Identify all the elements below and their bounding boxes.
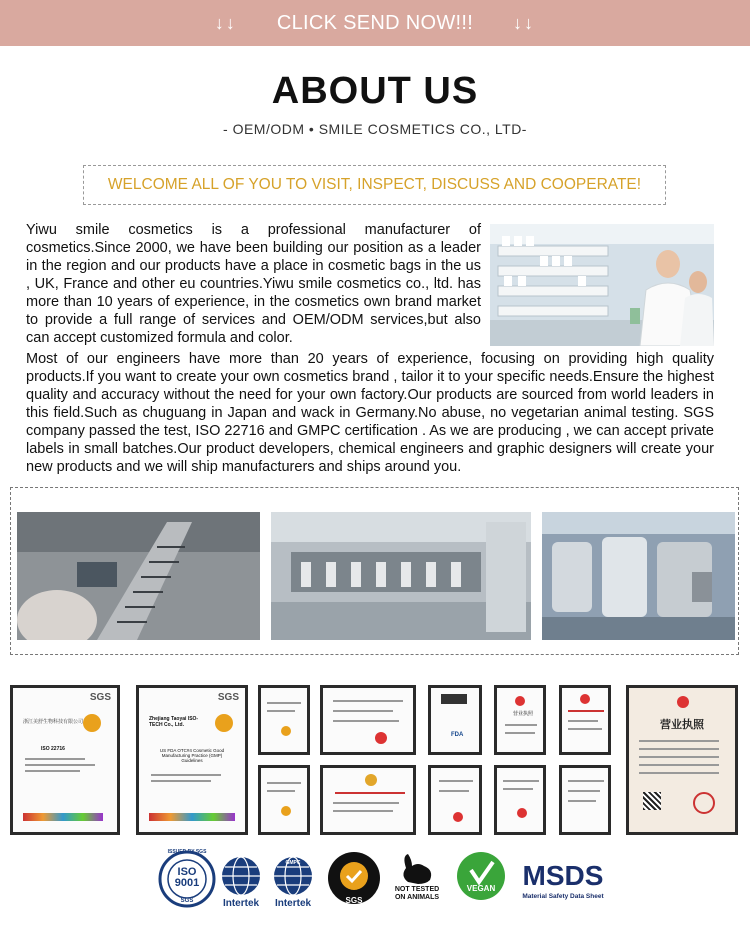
sgs-gmp-certificate	[136, 685, 248, 835]
gmpc-text: GMPC	[285, 860, 301, 866]
msds-subtext: Material Safety Data Sheet	[522, 893, 604, 900]
color-stripe	[23, 813, 103, 821]
send-now-banner[interactable]	[0, 0, 750, 46]
small-certificate-2	[320, 685, 416, 755]
fda-label: FDA	[451, 732, 464, 738]
prc-label: 营业执照	[512, 711, 533, 717]
vegan-text: VEGAN	[466, 884, 496, 893]
cert1-company: 浙江美舒生物科技有限公司	[23, 719, 84, 725]
factory-photo-mixing-tanks	[542, 512, 735, 640]
sgs-circle-logo	[326, 850, 382, 910]
down-arrows-right-icon: ↓↓	[513, 12, 536, 33]
cert2-company: Zhejiang Taoyai ISO-TECH Co., Ltd.	[149, 716, 199, 728]
small-certificate-1	[258, 685, 310, 755]
lab-photo	[490, 224, 714, 346]
msds-text: MSDS	[522, 860, 604, 891]
color-stripe-2	[149, 813, 235, 821]
page-title: ABOUT US	[271, 70, 479, 112]
red-stamp-icon	[693, 792, 715, 814]
intertek-logo-2	[270, 854, 316, 914]
cert2-standard: US FDA OTC#4 Cosmetic Good Manufacturing Practice (GMP) Guidelines	[159, 748, 225, 763]
small-certificate-7	[559, 765, 611, 835]
click-send-now-button[interactable]: CLICK SEND NOW!!!	[276, 11, 474, 34]
iso-bottom-text: SGS	[180, 898, 194, 904]
sgs-seal-icon-2	[215, 714, 233, 732]
iso-main-text: ISO	[177, 866, 197, 878]
factory-photo-conveyor	[17, 512, 260, 640]
welcome-box	[83, 165, 666, 205]
factory-photo-filling-machine	[271, 512, 531, 640]
intertek-logo-1	[218, 854, 264, 914]
certification-logos	[0, 846, 750, 916]
small-certificate-4	[320, 765, 416, 835]
business-certificate-2	[559, 685, 611, 755]
globe-icon	[218, 854, 264, 898]
license-title: 营业执照	[660, 719, 704, 731]
small-certificate-6	[494, 765, 546, 835]
certificate-gallery	[0, 680, 750, 840]
down-arrows-left-icon: ↓↓	[214, 12, 237, 33]
business-certificate-1	[494, 685, 546, 755]
cert1-standard: ISO 22716	[41, 746, 65, 752]
sgs-label: SGS	[89, 692, 111, 703]
details-paragraph: Most of our engineers have more than 20 years of experience, focusing on providing high quality products.If you want to create your own cosmetics brand , tailor it to your specific needs.Ensure the highest quality and accuracy without the need for your own factory.Our products are sourced from world leaders in this field.Such as chuguang in Japan and wack in Germany.No abuse, no vegetarian animal testing. SGS company passed the test, ISO 22716 and GMPC certification . As we are producing , we can accept private labels in small batches.Our product developers, chemical engineers and graphic designers will create your new products and we will ship manufacturers and ships around you.	[26, 351, 714, 475]
sgs-iso22716-certificate	[10, 685, 120, 835]
sgs-label-2: SGS	[217, 692, 239, 703]
msds-logo	[516, 860, 610, 904]
lab-scene-image	[490, 224, 714, 346]
sgs-seal-icon	[83, 714, 101, 732]
qr-code-icon	[643, 792, 661, 810]
intertek-text-1: Intertek	[222, 898, 260, 909]
iso-9001-logo	[158, 850, 216, 908]
business-license-certificate	[626, 685, 738, 835]
not-tested-line1: NOT TESTED	[394, 886, 440, 893]
intertek-text-2: Intertek	[274, 898, 312, 909]
small-certificate-3	[258, 765, 310, 835]
iso-top-text: ISSUED BY SGS	[167, 849, 207, 855]
vegan-check-icon	[455, 850, 507, 902]
factory-gallery	[10, 487, 739, 655]
rabbit-icon	[390, 852, 444, 886]
intro-paragraph: Yiwu smile cosmetics is a professional manufacturer of cosmetics.Since 2000, we have been building our position as a leader in the region and our products have a place in cosmetic bags in the us , UK, France and other eu countries.Yiwu smile cosmetics co., ltd. has more than 10 years of experience, in the cosmetics own brand market to provide a full range of services and OEM/ODM services,but also can accept customized formula and color.	[26, 222, 481, 346]
not-tested-line2: ON ANIMALS	[394, 894, 440, 901]
welcome-text: WELCOME ALL OF YOU TO VISIT, INSPECT, DISCUSS AND COOPERATE!	[107, 176, 642, 193]
small-certificate-5	[428, 765, 482, 835]
national-emblem-icon	[677, 696, 689, 708]
sgs-circle-text: SGS	[345, 896, 363, 905]
iso-num-text: 9001	[174, 877, 200, 889]
page-subtitle: - OEM/ODM • SMILE COSMETICS CO., LTD-	[223, 121, 527, 137]
vegan-logo	[455, 850, 507, 902]
not-tested-on-animals-logo	[390, 852, 444, 912]
fda-certificate	[428, 685, 482, 755]
